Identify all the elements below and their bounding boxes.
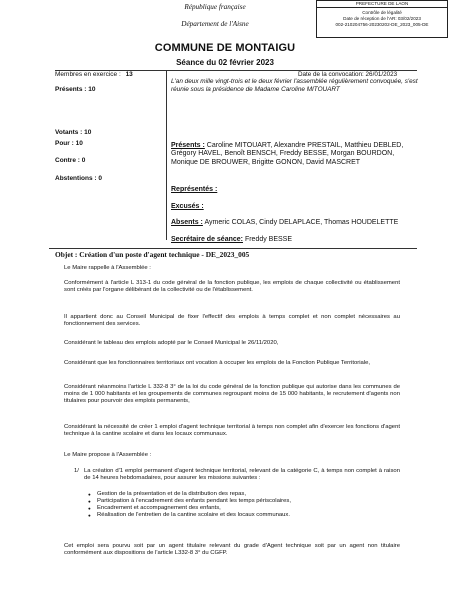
abstentions-count: Abstentions : 0 xyxy=(55,175,102,182)
departement-label: Département de l'Aisne xyxy=(181,20,249,28)
paragraph-article-l332: Considérant néanmoins l'article L 332-8 3° de la loi du code général de la fonction publique qui autorise dans les communes de moins de 1 000 habitants et les groupements de communes regroupant moins de 15 000 habitants, le recrutement d'agents non titulaires pour pourvoir des emplois permanents, xyxy=(64,384,400,404)
deliberation-subject: Objet : Création d'un poste d'agent technique - DE_2023_005 xyxy=(55,250,250,259)
excuses-label: Excusés : xyxy=(171,203,204,210)
commune-title: COMMUNE DE MONTAIGU xyxy=(154,42,296,54)
paragraph-tableau-emplois: Considérant le tableau des emplois adopté par le Conseil Municipal le 26/11/2020, xyxy=(64,340,279,346)
membres-label: Membres en exercice : xyxy=(55,71,121,78)
excuses-section xyxy=(171,203,421,211)
mission-item: ● Participation à l'encadrement des enfants pendant les temps périscolaires, xyxy=(88,498,388,505)
stamp-controle: Contrôle de légalité xyxy=(362,10,402,15)
presents-section xyxy=(171,142,421,167)
presents-count: Présents : 10 xyxy=(55,86,96,93)
seance-date: Séance du 02 février 2023 xyxy=(176,58,274,67)
absents-label: Absents : xyxy=(171,219,203,226)
missions-list xyxy=(88,491,388,519)
paragraph-effectif: Il appartient donc au Conseil Municipal de fixer l'effectif des emplois à temps complet et non complet nécessaires au fonctionnement des services. xyxy=(64,314,400,327)
mission-item: ● Réalisation de l'entretien de la cantine scolaire et des locaux communaux. xyxy=(88,512,388,519)
convocation-date: Date de la convocation: 26/01/2023 xyxy=(298,71,398,78)
absents-names: Aymeric COLAS, Cindy DELAPLACE, Thomas HOUDELETTE xyxy=(202,219,399,226)
paragraph-rappel: Le Maire rappelle à l'Assemblée : xyxy=(64,265,151,271)
representes-label: Représentés : xyxy=(171,186,218,193)
objet-divider xyxy=(49,248,417,249)
pour-count: Pour : 10 xyxy=(55,140,83,147)
prefecture-stamp xyxy=(316,0,448,38)
representes-section xyxy=(171,186,421,194)
letterhead xyxy=(165,3,265,29)
paragraph-pourvoi: Cet emploi sera pourvu soit par un agent titulaire relevant du grade d'Agent technique soit par un agent non titulaire conformément aux dispositions de l'article L332-8 3° du CGFP. xyxy=(64,543,400,556)
membres-value: 13 xyxy=(125,71,133,78)
presents-label: Présents : xyxy=(171,142,205,149)
stamp-prefecture: PREFECTURE DE LAON xyxy=(317,1,447,8)
list-item-number: 1/ xyxy=(74,468,79,474)
paragraph-fonctionnaires: Considérant que les fonctionnaires territoriaux ont vocation à occuper les emplois de la Fonction Publique Territoriale, xyxy=(64,360,371,366)
republique-label: République française xyxy=(184,3,246,11)
paragraph-necessite: Considérant la nécessité de créer 1 emploi d'agent technique territorial à temps non complet afin d'exercer les fonctions d'agent technique à la cantine scolaire et dans les locaux communaux. xyxy=(64,424,400,437)
secretaire-name: Freddy BESSE xyxy=(243,236,293,243)
votants-count: Votants : 10 xyxy=(55,129,92,136)
mission-item: ● Gestion de la présentation et de la distribution des repas, xyxy=(88,491,388,498)
paragraph-proposition: Le Maire propose à l'Assemblée : xyxy=(64,452,152,458)
mission-item: ● Encadrement et accompagnement des enfants, xyxy=(88,505,388,512)
stamp-date-reception: Date de réception de l'AR: 03/02/2023 xyxy=(343,15,421,21)
session-intro: L'an deux mille vingt-trois et le deux février l'assemblée régulièrement convoquée, s'est réunie sous la présidence de Madame Caroline MITOUART xyxy=(171,78,418,93)
secretaire-label: Secrétaire de séance: xyxy=(171,236,243,243)
list-item xyxy=(74,468,400,482)
list-item-text: La création d'1 emploi permanent d'agent technique territorial, relevant de la catégorie C, à temps non complet à raison de 14 heures hebdomadaires, pour assurer les missions suivantes : xyxy=(84,468,400,481)
secretaire-section xyxy=(171,236,351,244)
membres-row xyxy=(55,71,133,79)
proposal-list xyxy=(74,468,400,482)
absents-section xyxy=(171,219,421,227)
presents-names: Caroline MITOUART, Alexandre PRESTAIL, Matthieu DEBLED, Grégory HAVEL, Benoît BENSCH, Freddy BESSE, Morgan BOURDON, Monique DE BROUWER, Brigitte GONON, David MASCRET xyxy=(171,142,404,166)
paragraph-article-l313: Conformément à l'article L 313-1 du code général de la fonction publique, les emplois de chaque collectivité ou établissement sont créés par l'organe délibérant de la collectivité ou de l'établissement. xyxy=(64,280,400,293)
contre-count: Contre : 0 xyxy=(55,157,86,164)
column-divider xyxy=(166,70,167,240)
stamp-reference: 002-210204756-20230202-DE_2023_005-DE xyxy=(335,21,429,27)
